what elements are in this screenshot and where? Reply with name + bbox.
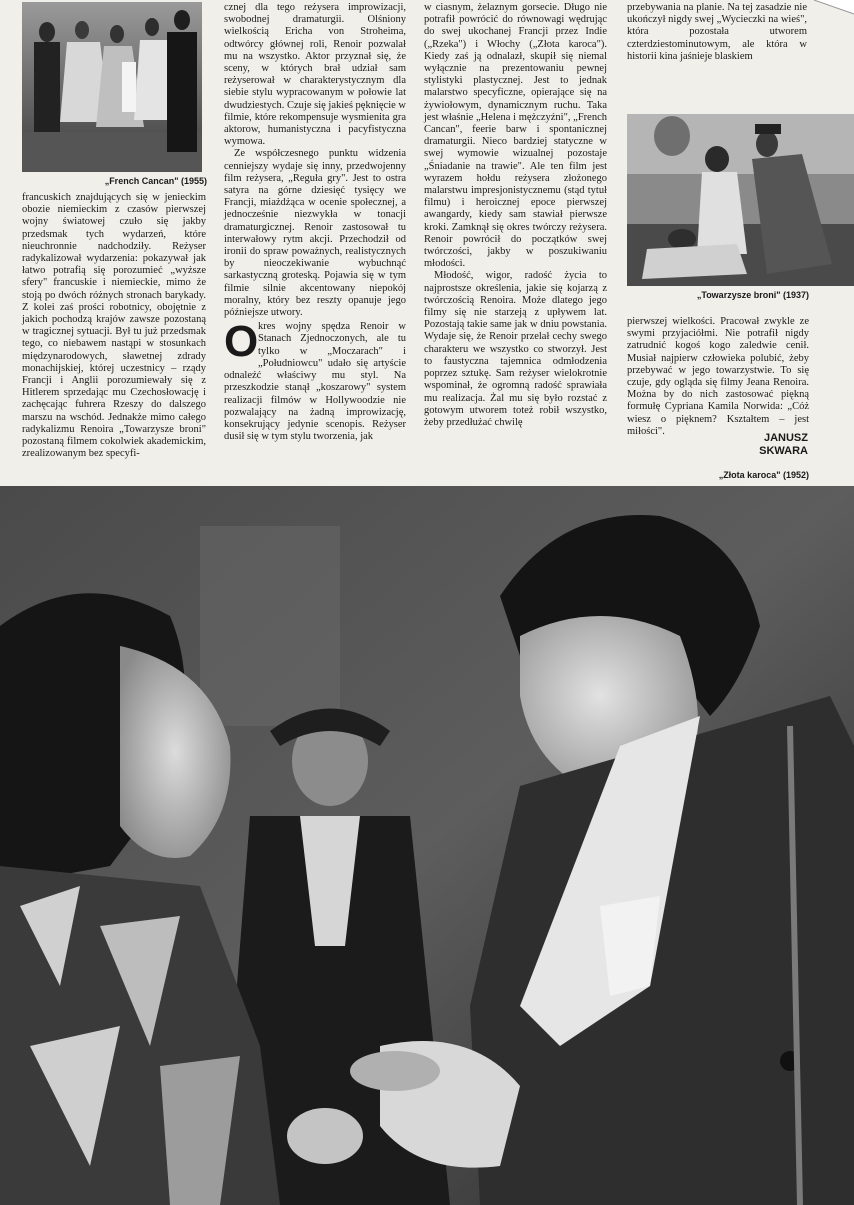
zlota-karoca-caption: „Złota karoca" (1952) — [718, 470, 809, 480]
drop-cap-letter: O — [224, 317, 259, 367]
article-column-3 — [424, 2, 607, 460]
article-column-4-bottom — [627, 316, 809, 437]
article-column-4-top — [627, 2, 807, 112]
french-cancan-photo — [22, 2, 202, 172]
towarzysze-broni-photo — [627, 114, 854, 286]
towarzysze-broni-caption: „Towarzysze broni" (1937) — [696, 290, 809, 300]
folded-corner — [814, 0, 854, 14]
column-3-paragraph-2: Młodość, wigor, radość życia to najprostsze określenia, jakie się kojarzą z twórczością Renoira. Może dlatego jego filmy się nie starzeją z upływem lat. Pozostają takie same jak w dniu powstania. Wydaje się, że Renoir przelał cechy swego charakteru we wszystko co stworzył. Jest to faustyczna tajemnica odmłodzenia poprzez sztukę. Sam reżyser wielokrotnie wspominał, że ogromną radość sprawiała mu realizacja. Żal mu się było rozstać z gotowym utworem toteż robił wszystko, żeby przedłużać chwilę — [424, 270, 607, 428]
column-4-top-text: przebywania na planie. Na tej zasadzie nie ukończył nigdy swej „Wycieczki na wieś", która pozostała utworem czterdziestominutowym, ale która w historii kina jaśnieje blaskiem — [627, 2, 807, 62]
column-3-paragraph-1: w ciasnym, żelaznym gorsecie. Długo nie potrafił powrócić do równowagi wędrując do swej ukochanej Francji przez Indie („Rzeka") i Włochy („Złota karoca"). Kiedy zaś ją odnalazł, skupił się niemal wyłącznie na prezentowaniu pewnej stylistyki plastycznej. Jest to jednak malarstwo specyficzne, opierające się na żywiołowym, dynamicznym ruchu. Taka jest właśnie „Helena i mężczyźni", „French Cancan", feerie barw i spontanicznej dramaturgii. Nieco bardziej statyczne w swej wymowie wizualnej pozostaje „Śniadanie na trawie". Ale ten film jest wyrazem hołdu reżysera złożonego malarstwu impresjonistycznemu (stąd tytuł filmu) i heroicznej epoce pierwszej awangardy, kiedy sam stawiał pierwsze kroki. Zamknął się okres twórczy reżysera. Renoir powrócił do początków swej twórczości, jakby w poszukiwaniu młodości. — [424, 2, 607, 270]
column-2-paragraph-2: Ze współczesnego punktu widzenia cenniejszy wydaje się inny, przedwojenny film reżysera, „Reguła gry". Jest to ostra satyra na górne dziesięć tysięcy we Francji, miażdżąca w ocenie społecznej, a jednocześnie niezwykła w tonacji dramaturgicznej. Renoir zastosował tu interwałowy rytm akcji. Przechodził od ironii do spraw poważnych, realistycznych by nieoczekiwanie wybuchnąć sarkastyczną groteską. Pojawia się w tym filmie silnie akcentowany niepokój moralny, który bez reszty opanuje jego późniejsze utwory. — [224, 148, 406, 319]
french-cancan-caption: „French Cancan" (1955) — [104, 176, 207, 186]
article-column-1 — [22, 192, 206, 460]
column-2-paragraph-1: cznej dla tego reżysera improwizacji, swobodnej dramaturgii. Olśniony wielkością Ericha von Stroheima, odtwórcy głównej roli, Renoir pozwalał mu na wszystko. Aktor przyznał się, że sceny, w których brał udział sam reżyserował w charakterystycznym dla siebie stylu wypracowanym w połowie lat dwudziestych. Czuje się jakieś pęknięcie w filmie, które rekompensuje wysmienita gra aktorow, humanistyczna i pacyfistyczna wymowa. — [224, 2, 406, 148]
zlota-karoca-photo — [0, 486, 854, 1205]
author-last-name: SKWARA — [759, 445, 808, 457]
column-2-paragraph-3: kres wojny spędza Renoir w Stanach Zjednoczonych, ale tu tylko w „Moczarach" i „Południowcu" udało się artyście odnaleźć właściwy mu styl. Na przeszkodzie stanął „koszarowy" system realizacji filmów w Hollywoodzie nie pozwalający na żadną improwizację, konsekrujący jedynie scenopis. Reżyser dusił się w tym stylu tworzenia, jak — [224, 321, 406, 443]
article-column-2 — [224, 2, 406, 460]
column-1-text: francuskich znajdujących się w jenieckim obozie niemieckim z czasów pierwszej wojny światowej czuło się jakby przedsmak tych wydarzeń, które nieuchronnie nadchodziły. Reżyser radykalizował wydarzenia: pokazywał jak łatwo potrafią się porozumieć „wyższe sfery" francuskie i niemieckie, mimo że stoją po dwóch różnych stronach barykady. Z kolei zaś prości robotnicy, obojętnie z jakich pochodzą krajów zawsze pozostaną w tragicznej sytuacji. Był tu już przedsmak tego, co niebawem nastąpi w stosunkach międzynarodowych, sławetnej zdrady monachijskiej, której uczestnicy – rządy Francji i Anglii porozumiewały się z Hitlerem sprzedając mu Czechosłowację i zachęcając fuhrera Rzeszy do dalszego marszu na wschód. Jednakże mimo całego radykalizmu Renoira „Towarzysze broni" pozostaną filmem cokolwiek akademickim, zrealizowanym bez specyfi- — [22, 192, 206, 460]
author-byline — [690, 432, 808, 458]
author-first-name: JANUSZ — [763, 432, 808, 444]
column-4-bottom-text: pierwszej wielkości. Pracował zwykle ze swymi przyjaciółmi. Nie potrafił nigdy zatrudnić kogoś kogo zaledwie cenił. Musiał najpierw człowieka polubić, żeby przebywać w jego towarzystwie. To się czuje, gdy ogląda się filmy Jeana Renoira. Można by do nich zastosować piękną formułę Cypriana Kamila Norwida: „Cóż wiesz o pięknem? Kształtem – jest miłości". — [627, 316, 809, 437]
